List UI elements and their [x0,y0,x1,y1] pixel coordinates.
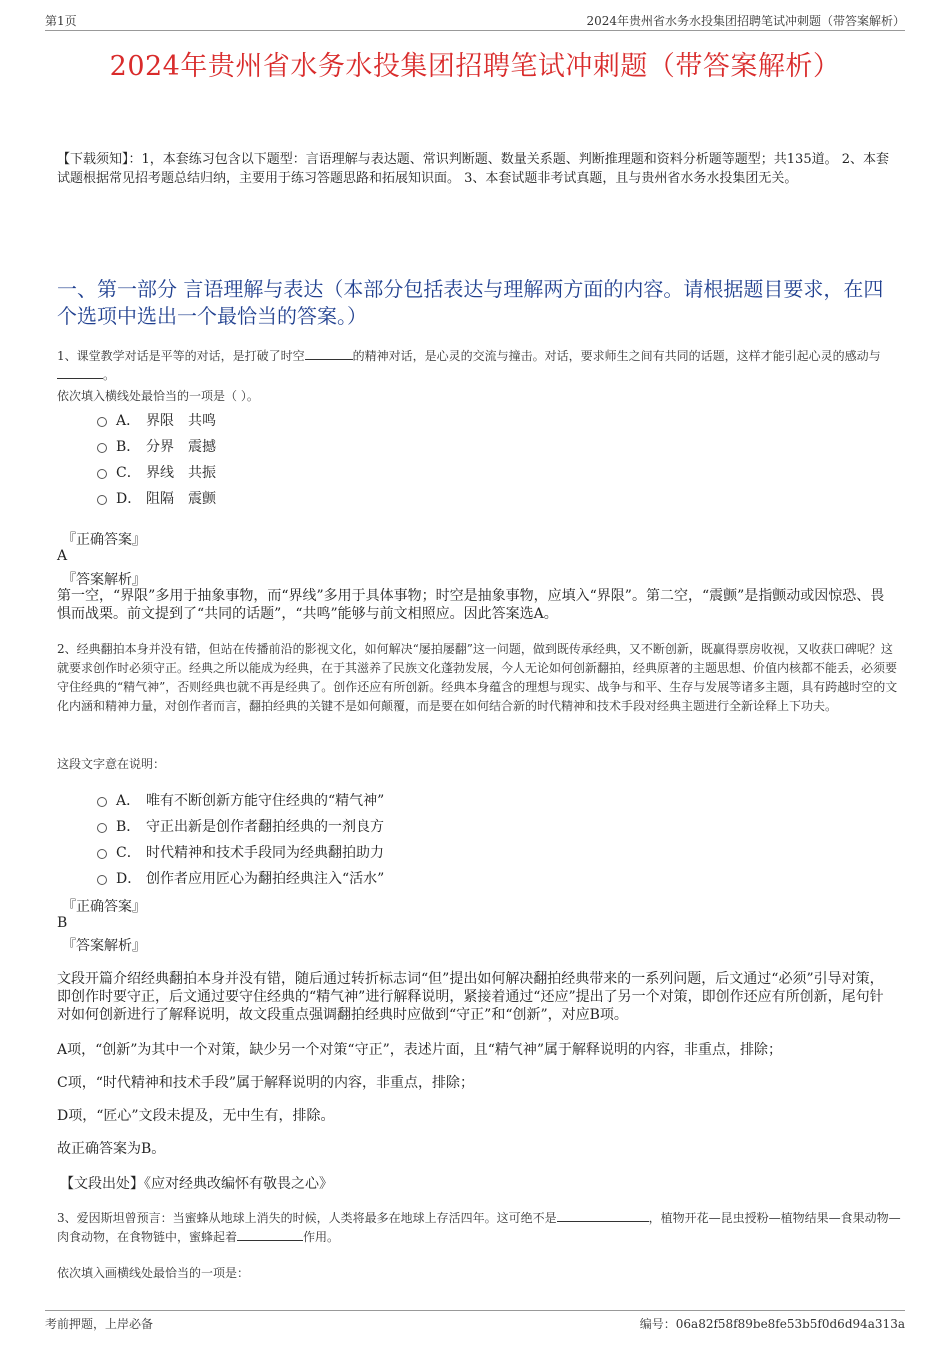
page-number: 第1页 [45,14,77,28]
section-heading: 一、第一部分 言语理解与表达（本部分包括表达与理解两方面的内容。请根据题目要求，在四个选项中选出一个最恰当的答案。） [57,277,884,328]
q2-conclusion: 故正确答案为B。 [57,1141,166,1157]
q1-analysis-label: 『答案解析』 [62,572,146,588]
q3-prompt: 依次填入画横线处最恰当的一项是： [57,1266,250,1280]
radio-icon[interactable] [97,417,107,427]
radio-icon[interactable] [97,823,107,833]
q2-prompt: 这段文字意在说明： [57,757,166,771]
q2-stem: 2、经典翻拍本身并没有错，但站在传播前沿的影视文化，如何解决“屡拍屡翻”这一问题，做到既传承经典，又不断创新，既赢得票房收视，又收获口碑呢？这就要求创作时必须守正。经典之所以能成为经典，在于其滋养了民族文化蓬勃发展，今人无论如何创新翻拍，经典原著的主题思想、价值内核都不能丢，必须要守住经典的“精气神”，否则经典也就不再是经典了。创作还应有所创新。经典本身蕴含的理想与现实、战争与和平、生存与发展等诸多主题，具有跨越时空的文化内涵和精神力量，对创作者而言，翻拍经典的关键不是如何颠覆，而是要在如何结合新的时代精神和技术手段对经典主题进行全新诠释上下功夫。 [57,642,898,713]
q2-analysis-label: 『答案解析』 [62,938,146,954]
q1-blank-1 [305,347,353,360]
radio-icon[interactable] [97,875,107,885]
q2-analysis-option-a: A项，“创新”为其中一个对策，缺少另一个对策“守正”，表述片面，且“精气神”属于解释说明的内容，非重点，排除； [57,1042,783,1058]
radio-icon[interactable] [97,495,107,505]
q3-blank-1 [557,1209,649,1222]
radio-icon[interactable] [97,443,107,453]
q1-option-b[interactable]: B． 分界 震撼 [97,436,216,456]
page-footer [45,1310,905,1333]
q1-analysis: 第一空，“界限”多用于抽象事物，而“界线”多用于具体事物；时空是抽象事物，应填入“界限”。第二空，“震颤”是指颤动或因惊恐、畏惧而战栗。前文提到了“共同的话题”，“共鸣”能够与前文相照应。因此答案选A。 [57,588,885,622]
q3-stem: 3、爱因斯坦曾预言：当蜜蜂从地球上消失的时候，人类将最多在地球上存活四年。这可绝不是 ，植物开花—昆虫授粉—植物结果—食果动物—肉食动物，在食物链中，蜜蜂起着 作用。 [57,1211,901,1244]
q3-blank-2 [237,1228,303,1241]
q1-option-c[interactable]: C． 界线 共振 [97,462,216,482]
footer-doc-id: 编号：06a82f58f89be8fe53b5f0d6d94a313a [639,1317,905,1331]
q1-blank-2 [57,366,103,379]
page-header [45,8,905,31]
header-doc-title: 2024年贵州省水务水投集团招聘笔试冲刺题（带答案解析） [586,14,905,28]
q1-answer-label: 『正确答案』 [62,532,146,548]
footer-slogan: 考前押题，上岸必备 [45,1317,154,1331]
q2-analysis-option-c: C项，“时代精神和技术手段”属于解释说明的内容，非重点，排除； [57,1075,475,1091]
q2-answer-label: 『正确答案』 [62,899,146,915]
q2-option-a[interactable]: A． 唯有不断创新方能守住经典的“精气神” [97,790,384,810]
q1-answer: A [57,548,68,564]
download-notice: 【下载须知】：1，本套练习包含以下题型：言语理解与表达题、常识判断题、数量关系题、判断推理题和资料分析题等题型；共135道。 2、本套试题根据常见招考题总结归纳，主要用于练习答题思路和拓展知识面。 3、本套试题非考试真题，且与贵州省水务水投集团无关。 [57,152,889,186]
q2-answer: B [57,915,68,931]
q2-analysis-option-d: D项，“匠心”文段未提及，无中生有，排除。 [57,1108,335,1124]
radio-icon[interactable] [97,797,107,807]
document-title: 2024年贵州省水务水投集团招聘笔试冲刺题（带答案解析） [109,51,841,82]
q2-option-b[interactable]: B． 守正出新是创作者翻拍经典的一剂良方 [97,816,384,836]
q1-option-d[interactable]: D． 阻隔 震颤 [97,488,216,508]
q1-option-a[interactable]: A． 界限 共鸣 [97,410,216,430]
q2-source: 【文段出处】《应对经典改编怀有敬畏之心》 [60,1176,333,1192]
radio-icon[interactable] [97,469,107,479]
q2-option-d[interactable]: D． 创作者应用匠心为翻拍经典注入“活水” [97,868,384,888]
radio-icon[interactable] [97,849,107,859]
q2-analysis: 文段开篇介绍经典翻拍本身并没有错，随后通过转折标志词“但”提出如何解决翻拍经典带来的一系列问题，后文通过“必须”引导对策，即创作时要守正，后文通过要守住经典的“精气神”进行解释说明，紧接着通过“还应”提出了另一个对策，即创作还应有所创新，尾句针对如何创新进行了解释说明，故文段重点强调翻拍经典时应做到“守正”和“创新”，对应B项。 [57,971,884,1023]
q2-option-c[interactable]: C． 时代精神和技术手段同为经典翻拍助力 [97,842,384,862]
q1-prompt: 依次填入横线处最恰当的一项是（ ）。 [57,389,259,403]
q1-stem: 1、课堂教学对话是平等的对话，是打破了时空 的精神对话，是心灵的交流与撞击。对话，要求师生之间有共同的话题，这样才能引起心灵的感动与。 [57,349,881,382]
